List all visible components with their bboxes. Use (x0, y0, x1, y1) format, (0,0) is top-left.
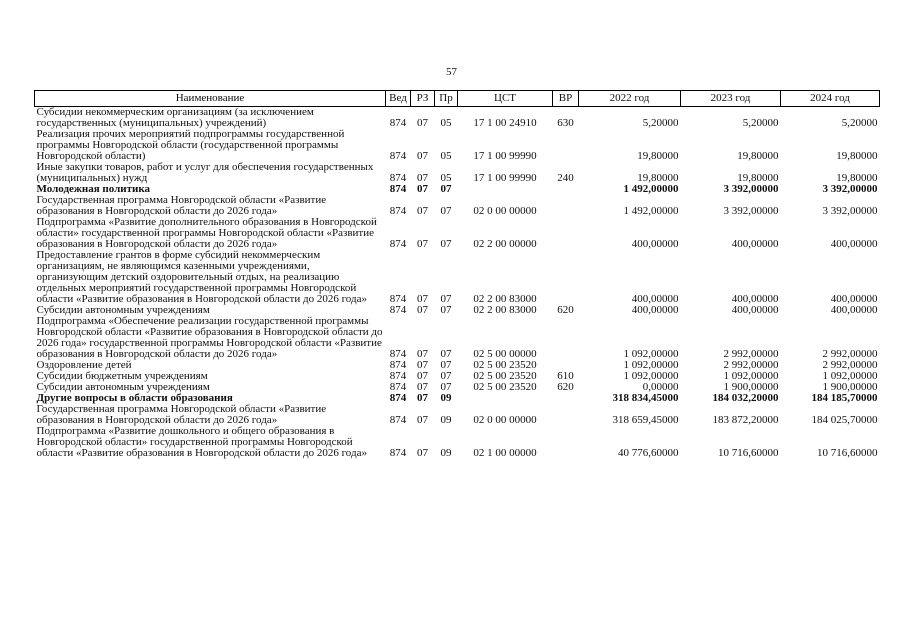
row-ved: 874 (389, 359, 407, 371)
row-name: Субсидии некоммерческим организациям (за исключением государственных (муниципальных) учреждений) (36, 106, 314, 129)
row-rz: 07 (417, 205, 428, 217)
row-2024: 10 716,60000 (817, 447, 878, 459)
row-cst: 02 5 00 00000 (473, 348, 537, 360)
table-row (35, 129, 880, 162)
row-2023: 184 032,20000 (712, 392, 779, 404)
row-name: Субсидии бюджетным учреждениям (36, 370, 208, 382)
header-2023: 2023 год (681, 91, 781, 107)
header-2022: 2022 год (579, 91, 681, 107)
row-ved: 874 (389, 348, 407, 360)
table-row (35, 250, 880, 305)
row-pr: 09 (440, 447, 452, 459)
row-2022: 1 092,00000 (623, 370, 679, 382)
row-rz: 07 (417, 381, 428, 393)
row-cst: 02 2 00 83000 (473, 293, 537, 305)
table-row (35, 107, 880, 130)
row-name: Подпрограмма «Развитие дополнительного образования в Новгородской области» государственной программы Новгородской области «Развитие образования в Новгородской области до 2026 года» (36, 216, 377, 250)
row-2023: 400,00000 (731, 293, 779, 305)
row-2023: 2 992,00000 (723, 359, 779, 371)
row-rz: 07 (417, 238, 428, 250)
table-row (35, 217, 880, 250)
row-2022: 40 776,60000 (618, 447, 679, 459)
row-rz: 07 (417, 150, 428, 162)
row-name: Реализация прочих мероприятий подпрограммы государственной программы Новгородской области (государственной программы Новгородской области) (36, 128, 345, 162)
row-2023: 19,80000 (737, 172, 779, 184)
row-2024: 1 092,00000 (822, 370, 878, 382)
row-cst: 02 5 00 23520 (473, 381, 537, 393)
row-ved: 874 (389, 238, 407, 250)
table-header-row (35, 91, 880, 107)
row-2023: 1 900,00000 (723, 381, 779, 393)
row-rz: 07 (417, 293, 428, 305)
row-2023: 1 092,00000 (723, 370, 779, 382)
row-2024: 2 992,00000 (822, 348, 878, 360)
row-ved: 874 (389, 447, 407, 459)
row-2024: 1 900,00000 (822, 381, 878, 393)
table-row (35, 316, 880, 360)
row-2024: 184 025,70000 (811, 414, 878, 426)
row-rz: 07 (417, 117, 428, 129)
row-ved: 874 (389, 304, 407, 316)
row-name: Другие вопросы в области образования (36, 392, 233, 404)
row-2022: 1 092,00000 (623, 359, 679, 371)
row-rz: 07 (417, 414, 428, 426)
row-name: Иные закупки товаров, работ и услуг для обеспечения государственных (муниципальных) нужд (36, 161, 374, 184)
row-vr: 610 (557, 370, 574, 382)
row-vr: 240 (557, 172, 574, 184)
row-2024: 400,00000 (830, 293, 878, 305)
table-row (35, 404, 880, 426)
header-name: Наименование (35, 91, 386, 107)
header-pr: Пр (435, 91, 458, 107)
row-ved: 874 (389, 183, 407, 195)
header-2024: 2024 год (781, 91, 880, 107)
row-vr (553, 217, 579, 250)
row-cst: 17 1 00 24910 (473, 117, 537, 129)
row-pr: 07 (440, 304, 452, 316)
row-2022: 318 659,45000 (612, 414, 679, 426)
row-name: Государственная программа Новгородской области «Развитие образования в Новгородской области до 2026 года» (36, 194, 327, 217)
row-vr (553, 184, 579, 195)
row-2022: 400,00000 (631, 238, 679, 250)
row-pr: 09 (440, 392, 452, 404)
row-vr (553, 404, 579, 426)
row-vr (553, 129, 579, 162)
header-ved: Вед (386, 91, 411, 107)
row-ved: 874 (389, 172, 407, 184)
row-cst: 02 5 00 23520 (473, 370, 537, 382)
row-2024: 19,80000 (836, 150, 878, 162)
row-2023: 10 716,60000 (718, 447, 779, 459)
row-vr: 620 (557, 304, 574, 316)
row-pr: 07 (440, 205, 452, 217)
row-pr: 07 (440, 370, 452, 382)
row-2024: 184 185,70000 (811, 392, 878, 404)
row-name: Молодежная политика (36, 183, 151, 195)
row-vr (553, 393, 579, 404)
table-row (35, 162, 880, 184)
row-2024: 400,00000 (830, 238, 878, 250)
row-rz: 07 (417, 348, 428, 360)
row-2024: 2 992,00000 (822, 359, 878, 371)
row-2022: 1 492,00000 (623, 183, 679, 195)
row-pr: 05 (440, 172, 452, 184)
row-2022: 1 492,00000 (623, 205, 679, 217)
row-2022: 1 092,00000 (623, 348, 679, 360)
row-vr (553, 426, 579, 459)
row-ved: 874 (389, 293, 407, 305)
table-row (35, 426, 880, 459)
row-vr: 620 (557, 381, 574, 393)
row-cst: 02 2 00 83000 (473, 304, 537, 316)
row-ved: 874 (389, 414, 407, 426)
row-ved: 874 (389, 370, 407, 382)
row-vr (553, 250, 579, 305)
row-2024: 3 392,00000 (822, 205, 878, 217)
row-pr: 07 (440, 381, 452, 393)
row-2023: 183 872,20000 (712, 414, 779, 426)
row-pr: 07 (440, 183, 452, 195)
row-2022: 19,80000 (637, 172, 679, 184)
row-2024: 3 392,00000 (822, 183, 878, 195)
row-rz: 07 (417, 370, 428, 382)
row-2023: 5,20000 (742, 117, 779, 129)
row-rz: 07 (417, 172, 428, 184)
row-2023: 400,00000 (731, 238, 779, 250)
header-rz: РЗ (411, 91, 435, 107)
row-name: Подпрограмма «Развитие дошкольного и общего образования в Новгородской области» государственной программы Новгородской области «Развитие образования в Новгородской области до 2026 года» (36, 425, 367, 459)
row-2022: 400,00000 (631, 293, 679, 305)
table-body (35, 107, 880, 460)
row-vr (553, 316, 579, 360)
row-cst: 02 0 00 00000 (473, 414, 537, 426)
row-ved: 874 (389, 150, 407, 162)
row-ved: 874 (389, 381, 407, 393)
row-2023: 19,80000 (737, 150, 779, 162)
row-vr (553, 195, 579, 217)
row-pr: 07 (440, 293, 452, 305)
row-pr: 07 (440, 348, 452, 360)
row-rz: 07 (417, 447, 428, 459)
row-2022: 400,00000 (631, 304, 679, 316)
row-2023: 400,00000 (731, 304, 779, 316)
row-rz: 07 (417, 392, 428, 404)
row-rz: 07 (417, 359, 428, 371)
row-vr: 630 (557, 117, 574, 129)
row-cst: 02 0 00 00000 (473, 205, 537, 217)
row-pr: 07 (440, 359, 452, 371)
table-row (35, 195, 880, 217)
row-rz: 07 (417, 304, 428, 316)
row-2022: 5,20000 (642, 117, 679, 129)
row-name: Подпрограмма «Обеспечение реализации государственной программы Новгородской области «Развитие образования в Новгородской области до 2026 года» государственной программы Новгородской области «Развитие образования в Новгородской области до 2026 года» (36, 315, 383, 360)
row-2022: 318 834,45000 (612, 392, 679, 404)
row-cst (458, 184, 553, 195)
row-name: Оздоровление детей (36, 359, 132, 371)
row-cst: 02 1 00 00000 (473, 447, 537, 459)
row-cst: 17 1 00 99990 (473, 150, 537, 162)
row-2024: 19,80000 (836, 172, 878, 184)
row-pr: 07 (440, 238, 452, 250)
row-cst: 02 2 00 00000 (473, 238, 537, 250)
header-cst: ЦСТ (458, 91, 553, 107)
row-name: Субсидии автономным учреждениям (36, 381, 210, 393)
row-pr: 05 (440, 117, 452, 129)
row-2022: 0,00000 (642, 381, 679, 393)
row-ved: 874 (389, 205, 407, 217)
row-ved: 874 (389, 117, 407, 129)
row-name: Предоставление грантов в форме субсидий некоммерческим организациям, не являющимся казенными учреждениями, организующим детский оздоровительный отдых, на реализацию отдельных мероприятий государственной программы Новгородской области «Развитие образования в Новгородской области до 2026 года» (36, 249, 367, 305)
row-cst: 02 5 00 23520 (473, 359, 537, 371)
row-ved: 874 (389, 392, 407, 404)
row-2023: 2 992,00000 (723, 348, 779, 360)
row-2022: 19,80000 (637, 150, 679, 162)
row-rz: 07 (417, 183, 428, 195)
row-pr: 05 (440, 150, 452, 162)
row-name: Государственная программа Новгородской области «Развитие образования в Новгородской области до 2026 года» (36, 403, 327, 426)
page-number: 57 (446, 66, 457, 78)
row-2024: 400,00000 (830, 304, 878, 316)
row-2023: 3 392,00000 (723, 205, 779, 217)
row-pr: 09 (440, 414, 452, 426)
row-2024: 5,20000 (841, 117, 878, 129)
row-cst: 17 1 00 99990 (473, 172, 537, 184)
budget-table (34, 90, 880, 459)
row-2023: 3 392,00000 (723, 183, 779, 195)
header-vr: ВР (553, 91, 579, 107)
row-name: Субсидии автономным учреждениям (36, 304, 210, 316)
row-cst (458, 393, 553, 404)
